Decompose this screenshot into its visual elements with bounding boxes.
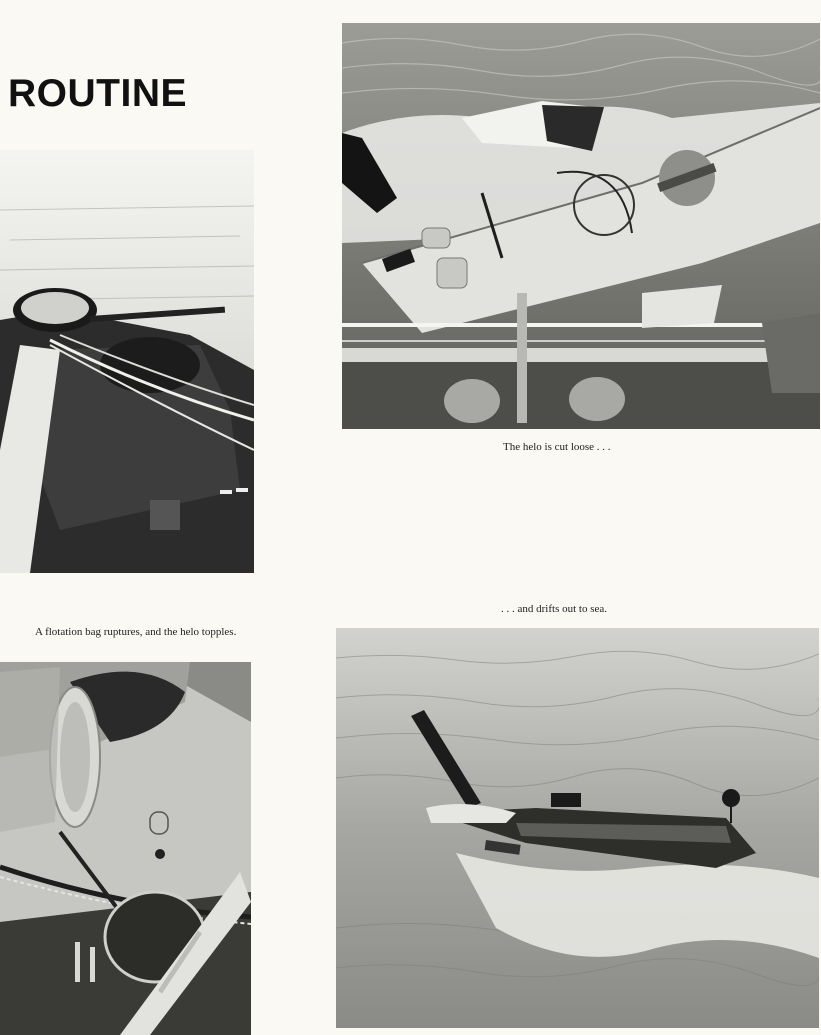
caption-cut-loose: The helo is cut loose . . . — [503, 441, 611, 453]
helicopter-drifting-photo — [336, 628, 819, 1028]
caption-flotation-bag: A flotation bag ruptures, and the helo topples. — [35, 626, 237, 638]
helicopter-rotor-hub-photo — [0, 150, 254, 573]
flotation-bag-photo — [0, 662, 251, 1035]
page-title: ROUTINE — [8, 72, 187, 115]
helicopter-sinking-alongside-photo — [342, 23, 820, 429]
caption-drifts-out: . . . and drifts out to sea. — [501, 603, 608, 615]
